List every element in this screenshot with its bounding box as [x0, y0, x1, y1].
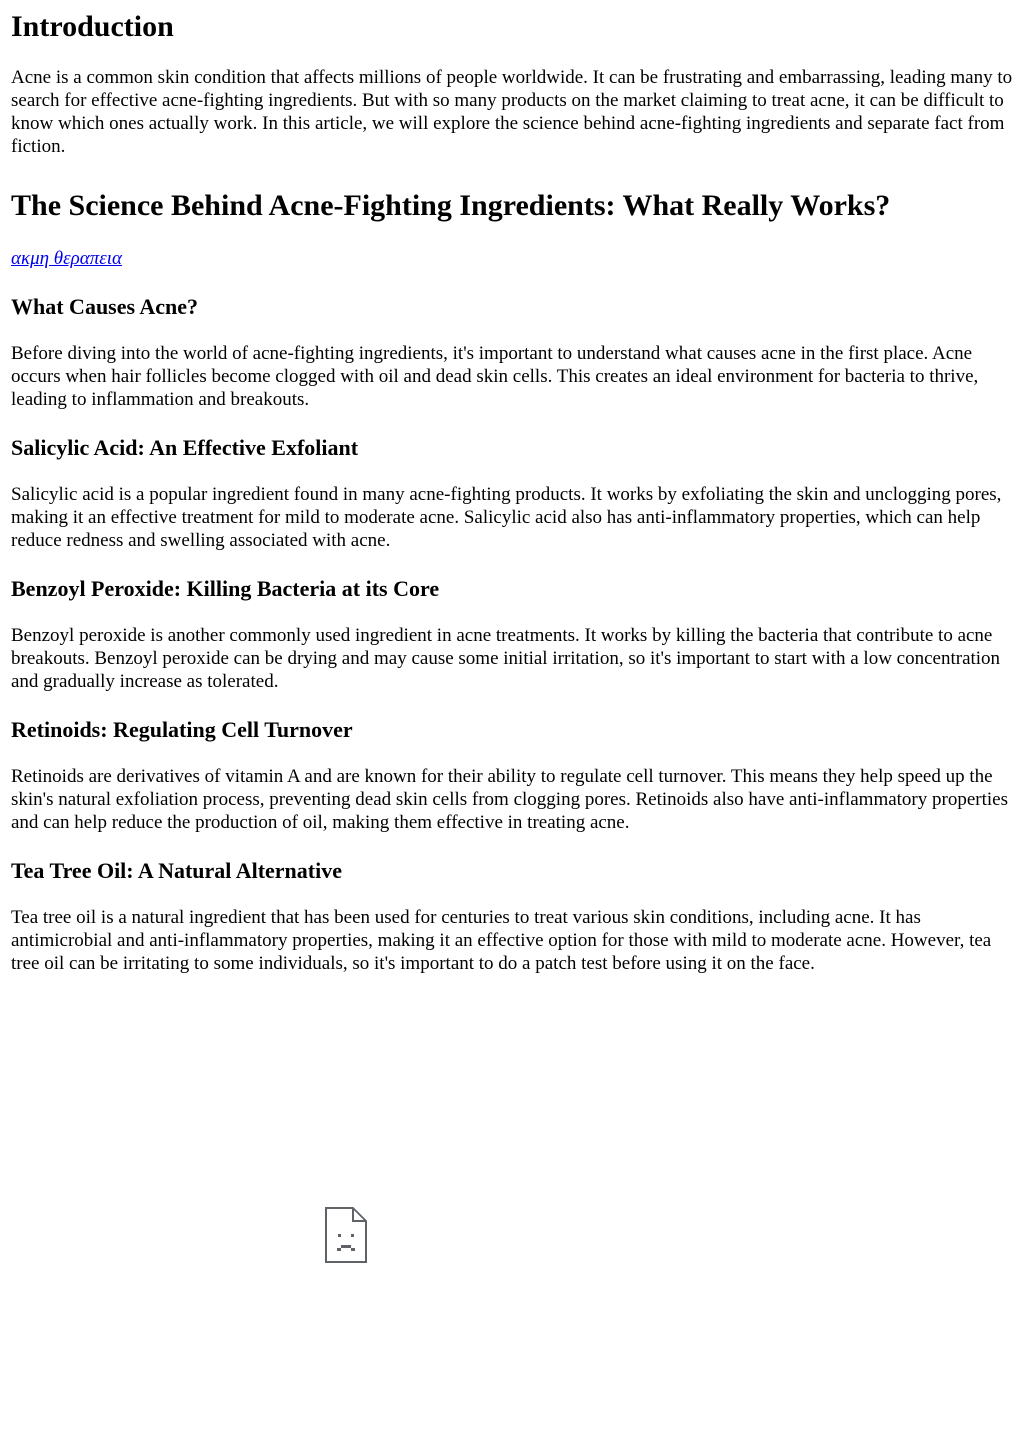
section-body-benzoyl: Benzoyl peroxide is another commonly used ingredient in acne treatments. It works by killing the bacteria that contribute to acne breakouts. Benzoyl peroxide can be drying and may cause some initial irritation, so it's important to start with a low concentration and gradually increase as tolerated. — [11, 625, 1001, 692]
article-title: The Science Behind Acne-Fighting Ingredients: What Really Works? — [11, 189, 891, 222]
section-body-retinoids: Retinoids are derivatives of vitamin A and are known for their ability to regulate cell turnover. This means they help speed up the skin's natural exfoliation process, preventing dead skin cells from clogging pores. Retinoids also have anti-inflammatory properties and can help reduce the production of oil, making them effective in treating acne. — [11, 766, 1008, 833]
intro-paragraph: Acne is a common skin condition that affects millions of people worldwide. It can be frustrating and embarrassing, leading many to search for effective acne-fighting ingredients. But with so many products on the market claiming to treat acne, it can be difficult to know which ones actually work. In this article, we will explore the science behind acne-fighting ingredients and separate fact from fiction. — [11, 67, 1013, 157]
link-paragraph — [11, 247, 1014, 270]
section-body-tea-tree: Tea tree oil is a natural ingredient that has been used for centuries to treat various skin conditions, including acne. It has antimicrobial and anti-inflammatory properties, making it an effective option for those with mild to moderate acne. However, tea tree oil can be irritating to some individuals, so it's important to do a patch test before using it on the face. — [11, 907, 992, 974]
section-body-causes: Before diving into the world of acne-fighting ingredients, it's important to understand what causes acne in the first place. Acne occurs when hair follicles become clogged with oil and dead skin cells. This creates an ideal environment for bacteria to thrive, leading to inflammation and breakouts. — [11, 343, 979, 410]
broken-image-icon — [325, 1207, 367, 1263]
article — [0, 10, 1024, 975]
section-heading-tea-tree: Tea Tree Oil: A Natural Alternative — [11, 858, 342, 883]
intro-heading: Introduction — [11, 10, 174, 43]
section-heading-salicylic: Salicylic Acid: An Effective Exfoliant — [11, 435, 359, 460]
section-heading-retinoids: Retinoids: Regulating Cell Turnover — [11, 717, 353, 742]
section-heading-benzoyl: Benzoyl Peroxide: Killing Bacteria at its Core — [11, 576, 440, 601]
section-heading-causes: What Causes Acne? — [11, 294, 199, 319]
article-link[interactable]: ακμη θεραπεια — [11, 248, 122, 269]
section-body-salicylic: Salicylic acid is a popular ingredient found in many acne-fighting products. It works by exfoliating the skin and unclogging pores, making it an effective treatment for mild to moderate acne. Salicylic acid also has anti-inflammatory properties, which can help reduce redness and swelling associated with acne. — [11, 484, 1002, 551]
